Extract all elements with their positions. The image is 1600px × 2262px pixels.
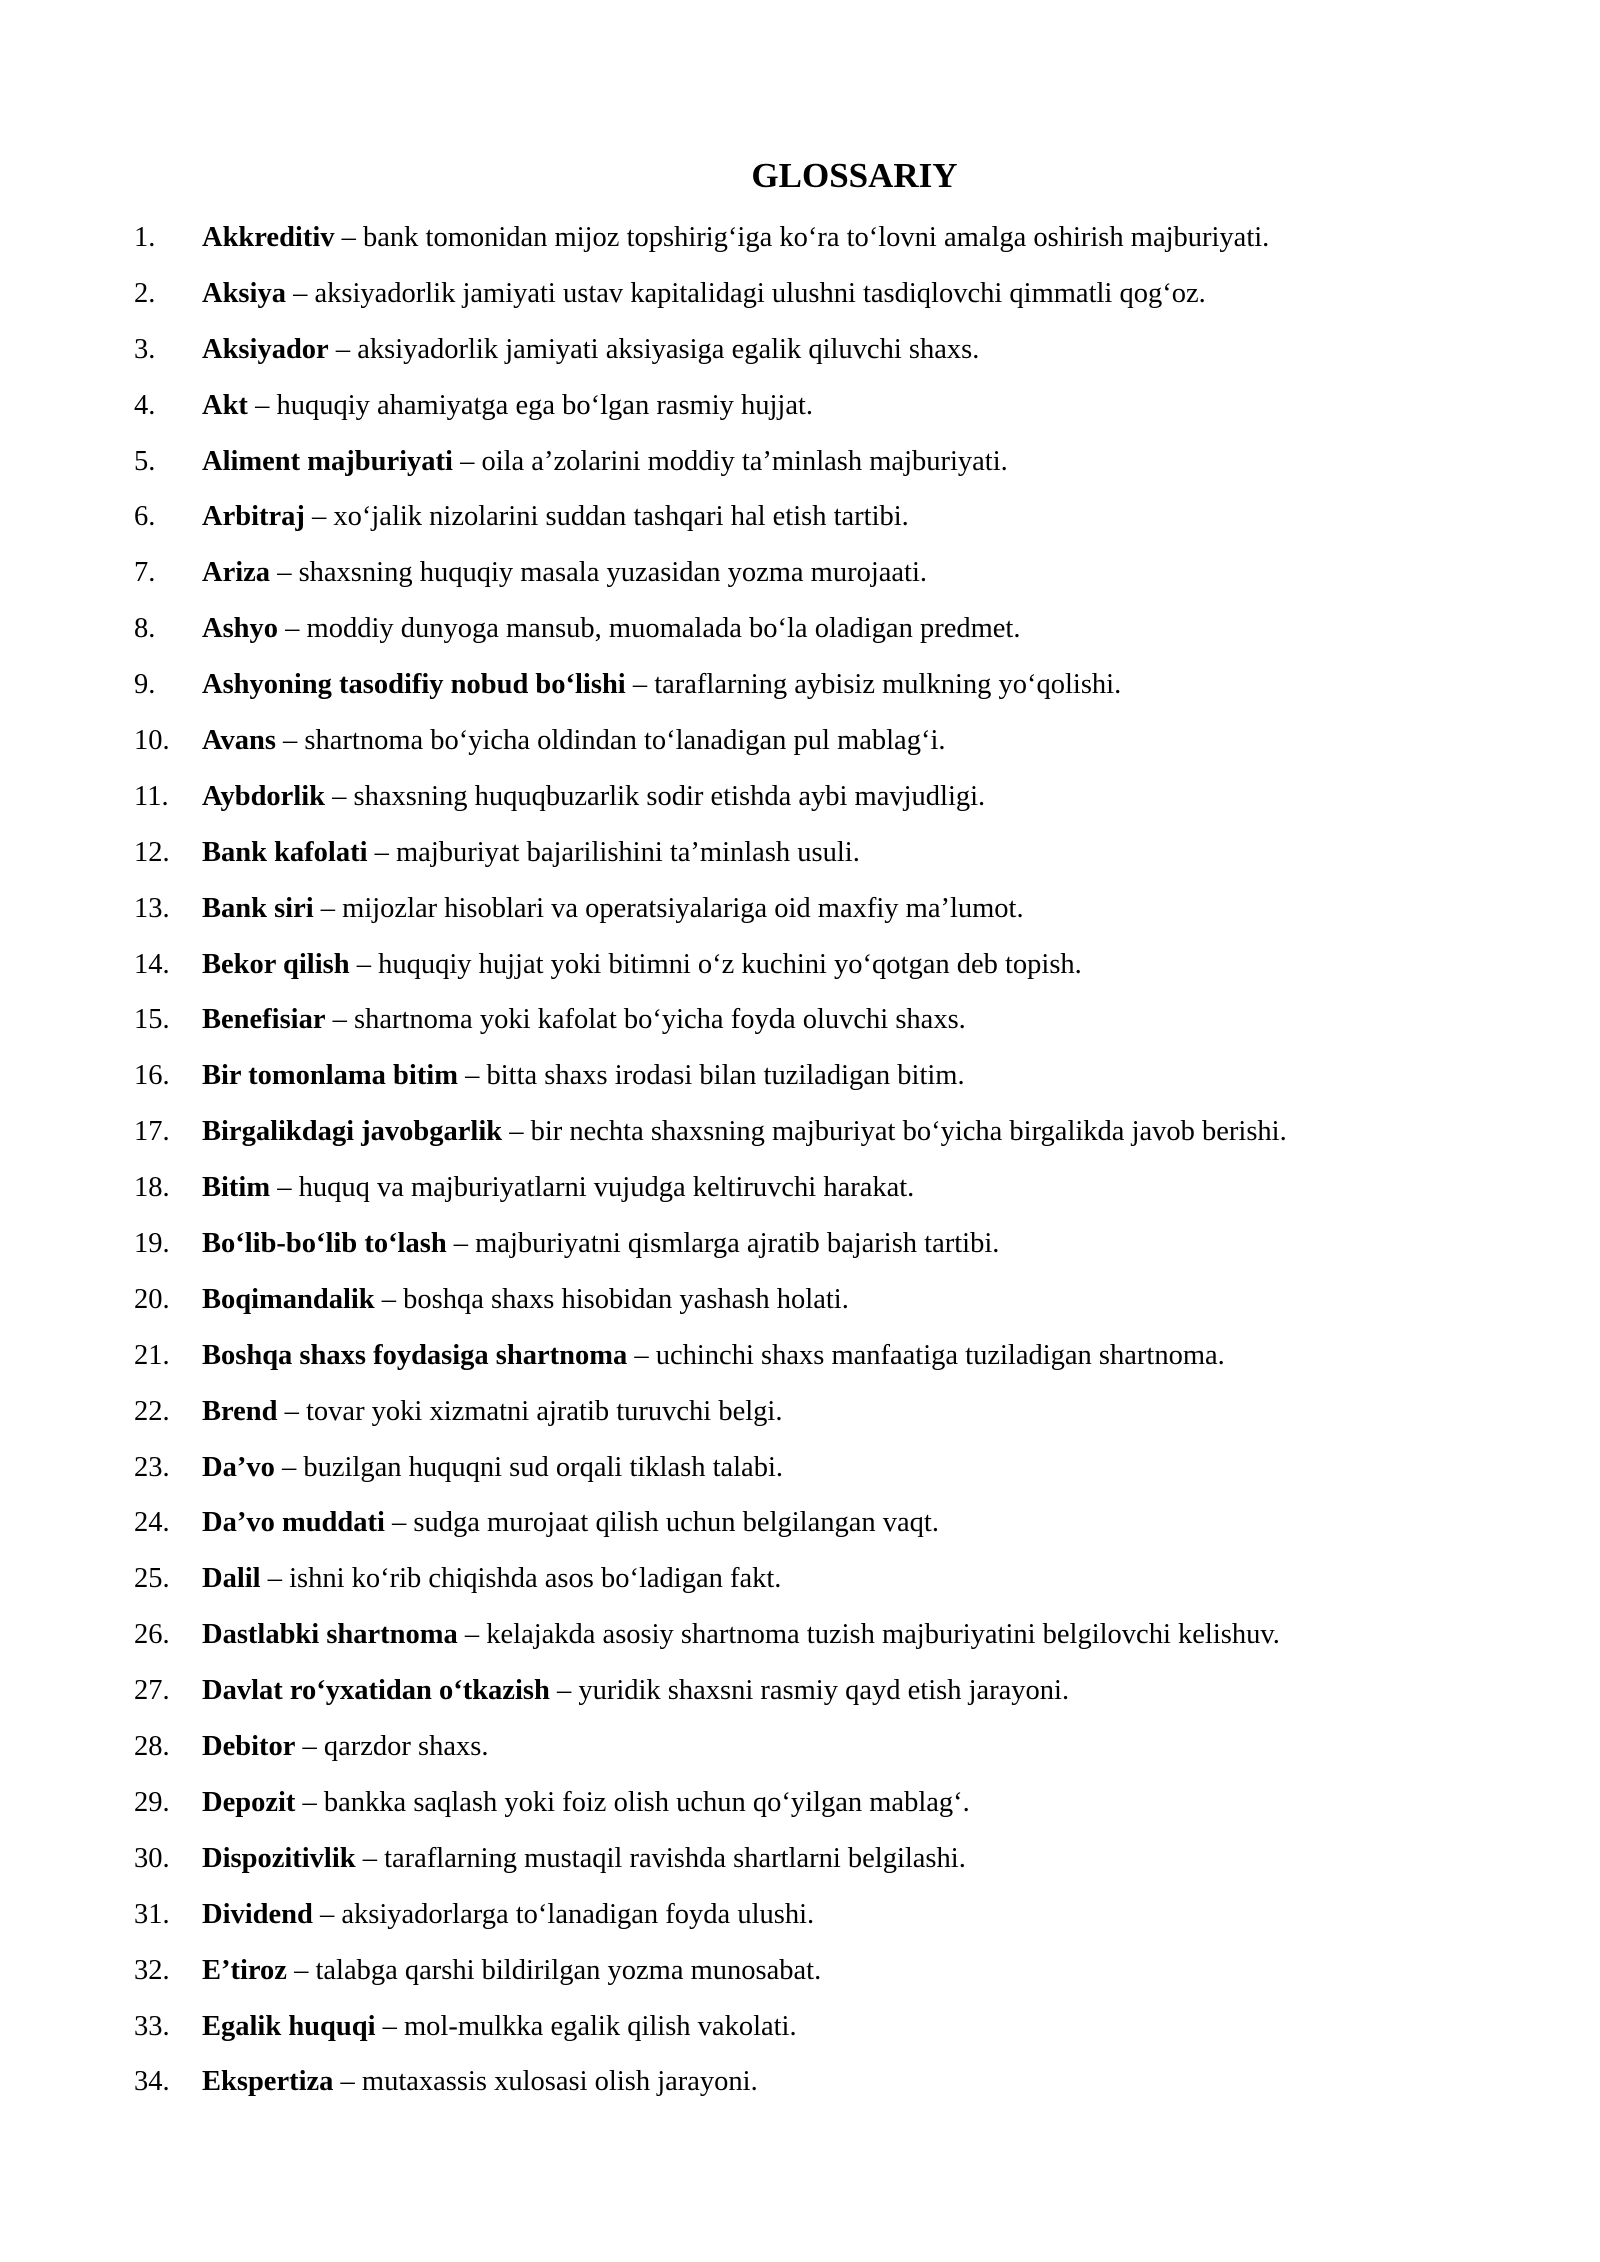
glossary-entry (0, 995, 1600, 1051)
entry-term: Avans (202, 725, 276, 757)
entry-term: Dastlabki shartnoma (202, 1619, 458, 1651)
entry-number: 32. (134, 1954, 170, 1986)
glossary-entry (0, 2057, 1600, 2113)
page-title: GLOSSARIY (751, 156, 958, 195)
entry-term: Akkreditiv (202, 222, 335, 253)
entry-definition: – shartnoma bo‘yicha oldindan to‘lanadigan pul mablag‘i. (275, 725, 946, 757)
entry-definition: – yuridik shaxsni rasmiy qayd etish jarayoni. (549, 1675, 1070, 1707)
entry-definition: – mutaxassis xulosasi olish jarayoni. (333, 2066, 758, 2098)
entry-term: Arbitraj (202, 501, 305, 533)
entry-text (202, 1219, 999, 1269)
glossary-entry (0, 1163, 1600, 1219)
entry-term: E’tiroz (202, 1954, 287, 1986)
entry-number: 3. (134, 333, 156, 365)
entry-term: Benefisiar (202, 1004, 326, 1036)
entry-text (202, 1946, 821, 1996)
entry-definition: – taraflarning mustaqil ravishda shartlarni belgilashi. (355, 1842, 966, 1874)
entry-number: 34. (134, 2066, 170, 2098)
entry-text (202, 381, 813, 431)
entry-number: 30. (134, 1842, 170, 1874)
entry-number: 15. (134, 1004, 170, 1036)
glossary-entry (0, 1498, 1600, 1554)
glossary-entry (0, 1722, 1600, 1778)
entry-text (202, 884, 1024, 934)
entry-number: 21. (134, 1339, 170, 1371)
entry-number: 31. (134, 1898, 170, 1930)
entry-term: Aksiyador (202, 333, 329, 365)
entry-definition: – aksiyadorlik jamiyati ustav kapitalidagi ulushni tasdiqlovchi qimmatli qog‘oz. (285, 277, 1206, 309)
entry-text (202, 660, 1121, 710)
entry-definition: – oila a’zolarini moddiy ta’minlash majburiyati. (452, 445, 1008, 477)
entry-definition: – kelajakda asosiy shartnoma tuzish majburiyatini belgilovchi kelishuv. (457, 1619, 1280, 1651)
entry-number: 1. (134, 222, 156, 253)
entry-definition: – ishni ko‘rib chiqishda asos bo‘ladigan fakt. (260, 1563, 782, 1595)
entry-text (202, 604, 1020, 654)
glossary-entry (0, 1443, 1600, 1499)
entry-term: Da’vo (202, 1451, 275, 1483)
glossary-entry (0, 1387, 1600, 1443)
entry-term: Birgalikdagi javobgarlik (202, 1116, 503, 1148)
entry-text (202, 995, 966, 1045)
entry-term: Boshqa shaxs foydasiga shartnoma (202, 1339, 628, 1371)
entry-text (202, 1666, 1069, 1716)
entry-term: Bekor qilish (202, 948, 350, 980)
entry-text (202, 716, 946, 766)
glossary-entry (0, 1051, 1600, 1107)
glossary-entry (0, 1666, 1600, 1722)
glossary-entry (0, 2002, 1600, 2058)
entry-number: 25. (134, 1563, 170, 1595)
glossary-entry (0, 1275, 1600, 1331)
glossary-entry (0, 437, 1600, 493)
entry-text (202, 1443, 783, 1493)
entry-number: 12. (134, 836, 170, 868)
entry-definition: – xo‘jalik nizolarini suddan tashqari hal etish tartibi. (304, 501, 909, 533)
entry-term: Aliment majburiyati (202, 445, 453, 477)
entry-text (202, 772, 985, 822)
glossary-entry (0, 1610, 1600, 1666)
entry-number: 22. (134, 1395, 170, 1427)
entry-term: Depozit (202, 1786, 296, 1818)
entry-term: Dalil (202, 1563, 261, 1595)
entry-text (202, 1163, 914, 1213)
entry-text (202, 940, 1082, 990)
entry-definition: – aksiyadorlik jamiyati aksiyasiga egalik qiluvchi shaxs. (328, 333, 980, 365)
entry-term: Aksiya (202, 277, 286, 309)
entry-number: 23. (134, 1451, 170, 1483)
entry-number: 17. (134, 1116, 170, 1148)
entry-number: 6. (134, 501, 156, 533)
entry-term: Ariza (202, 557, 271, 589)
entry-definition: – huquqiy hujjat yoki bitimni o‘z kuchini yo‘qotgan deb topish. (349, 948, 1082, 980)
glossary-entry (0, 213, 1600, 269)
glossary-entry (0, 604, 1600, 660)
entry-number: 10. (134, 725, 170, 757)
entry-term: Aybdorlik (202, 780, 326, 812)
entry-definition: – majburiyatni qismlarga ajratib bajarish tartibi. (446, 1228, 1000, 1260)
entry-definition: – huquqiy ahamiyatga ega bo‘lgan rasmiy hujjat. (247, 389, 814, 421)
entry-text (202, 828, 860, 878)
entry-number: 5. (134, 445, 156, 477)
entry-text (202, 1554, 781, 1604)
entry-number: 20. (134, 1283, 170, 1315)
entry-term: Bank kafolati (202, 836, 368, 868)
entry-text (202, 1834, 966, 1884)
glossary-entry (0, 1554, 1600, 1610)
glossary-entry (0, 660, 1600, 716)
glossary-entry (0, 269, 1600, 325)
entry-definition: – shartnoma yoki kafolat bo‘yicha foyda oluvchi shaxs. (325, 1004, 966, 1036)
entry-number: 7. (134, 557, 156, 589)
entry-term: Boqimandalik (202, 1283, 375, 1315)
entry-text (202, 1387, 782, 1437)
glossary-entry (0, 940, 1600, 996)
glossary-entry (0, 325, 1600, 381)
glossary-entry (0, 548, 1600, 604)
entry-number: 29. (134, 1786, 170, 1818)
entry-definition: – taraflarning aybisiz mulkning yo‘qolishi. (625, 669, 1122, 701)
entry-term: Dividend (202, 1898, 313, 1930)
entry-number: 9. (134, 669, 156, 701)
entry-text (202, 1610, 1280, 1660)
entry-definition: – tovar yoki xizmatni ajratib turuvchi belgi. (277, 1395, 783, 1427)
entry-text (202, 213, 1269, 263)
entry-definition: – bankka saqlash yoki foiz olish uchun qo‘yilgan mablag‘. (295, 1786, 970, 1818)
entry-definition: – shaxsning huquqiy masala yuzasidan yozma murojaati. (270, 557, 927, 589)
entry-definition: – bank tomonidan mijoz topshirig‘iga ko‘ra to‘lovni amalga oshirish majburiyati. (334, 222, 1270, 253)
entry-definition: – boshqa shaxs hisobidan yashash holati. (374, 1283, 849, 1315)
entry-text (202, 1275, 849, 1325)
entry-term: Bank siri (202, 892, 314, 924)
entry-term: Akt (202, 389, 248, 421)
entry-definition: – qarzdor shaxs. (295, 1731, 489, 1763)
entry-number: 16. (134, 1060, 170, 1092)
entry-definition: – buzilgan huquqni sud orqali tiklash talabi. (274, 1451, 783, 1483)
entry-number: 19. (134, 1228, 170, 1260)
glossary-entry (0, 828, 1600, 884)
entry-term: Bir tomonlama bitim (202, 1060, 458, 1092)
glossary-entry (0, 1946, 1600, 2002)
entry-number: 33. (134, 2010, 170, 2042)
entry-definition: – aksiyadorlarga to‘lanadigan foyda ulushi. (312, 1898, 815, 1930)
entry-term: Bitim (202, 1172, 271, 1204)
entry-definition: – bir nechta shaxsning majburiyat bo‘yicha birgalikda javob berishi. (502, 1116, 1287, 1148)
entry-text (202, 325, 979, 375)
entry-number: 8. (134, 613, 156, 645)
entry-text (202, 437, 1008, 487)
entry-number: 27. (134, 1675, 170, 1707)
entry-text (202, 1722, 489, 1772)
glossary-entry (0, 884, 1600, 940)
entry-text (202, 492, 909, 542)
entry-number: 24. (134, 1507, 170, 1539)
glossary-entry (0, 1890, 1600, 1946)
entry-definition: – uchinchi shaxs manfaatiga tuziladigan shartnoma. (627, 1339, 1225, 1371)
glossary-entry (0, 1834, 1600, 1890)
entry-term: Brend (202, 1395, 278, 1427)
entry-term: Bo‘lib-bo‘lib to‘lash (202, 1228, 447, 1260)
entry-definition: – sudga murojaat qilish uchun belgilangan vaqt. (384, 1507, 939, 1539)
entry-number: 2. (134, 277, 156, 309)
glossary-entry (0, 1219, 1600, 1275)
entry-definition: – bitta shaxs irodasi bilan tuziladigan bitim. (457, 1060, 965, 1092)
entry-definition: – talabga qarshi bildirilgan yozma munosabat. (286, 1954, 822, 1986)
entry-text (202, 548, 927, 598)
entry-term: Debitor (202, 1731, 296, 1763)
glossary-entry (0, 1778, 1600, 1834)
entry-text (202, 1331, 1225, 1381)
entry-definition: – shaxsning huquqbuzarlik sodir etishda aybi mavjudligi. (325, 780, 986, 812)
entry-number: 26. (134, 1619, 170, 1651)
entry-text (202, 269, 1206, 319)
entry-text (202, 1498, 939, 1548)
glossary-entry (0, 1331, 1600, 1387)
entry-term: Egalik huquqi (202, 2010, 376, 2042)
entry-number: 4. (134, 389, 156, 421)
glossary-entry (0, 492, 1600, 548)
entry-term: Ashyo (202, 613, 279, 645)
entry-definition: – moddiy dunyoga mansub, muomalada bo‘la oladigan predmet. (278, 613, 1021, 645)
entry-term: Dispozitivlik (202, 1842, 356, 1874)
entry-number: 14. (134, 948, 170, 980)
entry-text (202, 2002, 797, 2052)
entry-term: Ashyoning tasodifiy nobud bo‘lishi (202, 669, 626, 701)
entry-number: 28. (134, 1731, 170, 1763)
glossary-entry (0, 1107, 1600, 1163)
entry-definition: – mijozlar hisoblari va operatsiyalariga oid maxfiy ma’lumot. (313, 892, 1024, 924)
entry-text (202, 1778, 970, 1828)
entry-term: Da’vo muddati (202, 1507, 385, 1539)
entry-term: Davlat ro‘yxatidan o‘tkazish (202, 1675, 550, 1707)
entry-text (202, 2057, 758, 2107)
glossary-entry (0, 381, 1600, 437)
entry-number: 18. (134, 1172, 170, 1204)
entry-definition: – majburiyat bajarilishini ta’minlash usuli. (367, 836, 860, 868)
entry-text (202, 1051, 965, 1101)
glossary-entry (0, 716, 1600, 772)
entry-number: 11. (134, 780, 169, 812)
glossary-list (0, 213, 1600, 2113)
entry-definition: – mol-mulkka egalik qilish vakolati. (375, 2010, 797, 2042)
entry-definition: – huquq va majburiyatlarni vujudga keltiruvchi harakat. (270, 1172, 915, 1204)
glossary-entry (0, 772, 1600, 828)
entry-text (202, 1890, 814, 1940)
entry-number: 13. (134, 892, 170, 924)
entry-text (202, 1107, 1287, 1157)
entry-term: Ekspertiza (202, 2066, 334, 2098)
